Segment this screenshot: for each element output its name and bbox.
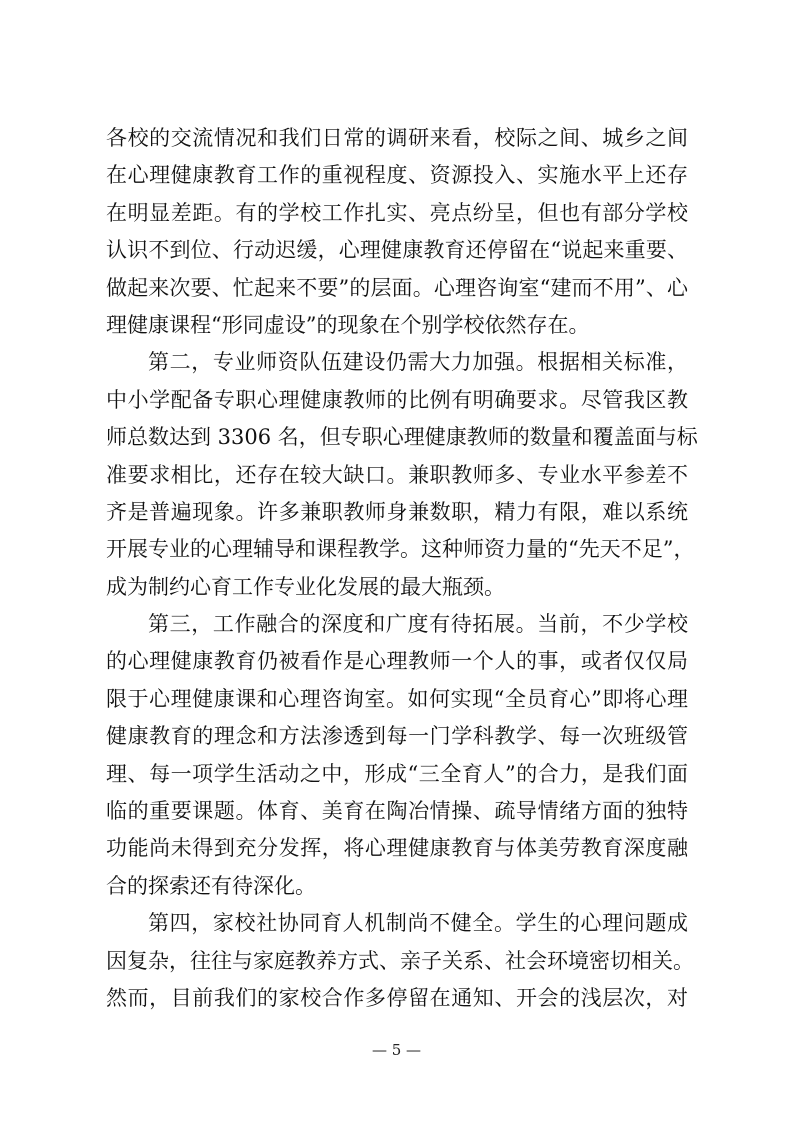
text-line: 功能尚未得到充分发挥，将心理健康教育与体美劳教育深度融 <box>106 836 688 861</box>
text-line: 的心理健康教育仍被看作是心理教师一个人的事，或者仅仅局 <box>106 649 688 674</box>
text-line: 限于心理健康课和心理咨询室。如何实现“全员育心”即将心理 <box>106 686 688 711</box>
paragraph-start-line: 第三，工作融合的深度和广度有待拓展。当前，不少学校 <box>148 612 688 637</box>
text-line: 理健康课程“形同虚设”的现象在个别学校依然存在。 <box>106 312 590 337</box>
text-line: 开展专业的心理辅导和课程教学。这种师资力量的“先天不足”， <box>106 537 695 562</box>
text-line: 健康教育的理念和方法渗透到每一门学科教学、每一次班级管 <box>106 724 688 749</box>
text-line: 合的探索还有待深化。 <box>106 873 316 898</box>
text-line: 齐是普遍现象。许多兼职教师身兼数职，精力有限，难以系统 <box>106 499 688 524</box>
text-line: 然而，目前我们的家校合作多停留在通知、开会的浅层次，对 <box>106 985 688 1010</box>
paragraph-start-line: 第四，家校社协同育人机制尚不健全。学生的心理问题成 <box>148 911 688 936</box>
paragraph-start-line: 第二，专业师资队伍建设仍需大力加强。根据相关标准， <box>148 350 688 375</box>
text-line: 师总数达到 3306 名，但专职心理健康教师的数量和覆盖面与标 <box>106 425 698 450</box>
text-line: 各校的交流情况和我们日常的调研来看，校际之间、城乡之间 <box>106 126 688 150</box>
text-line: 因复杂，往往与家庭教养方式、亲子关系、社会环境密切相关。 <box>106 948 694 973</box>
page-number: — 5 — <box>371 1041 422 1059</box>
text-line: 在心理健康教育工作的重视程度、资源投入、实施水平上还存 <box>106 163 688 188</box>
text-line: 认识不到位、行动迟缓，心理健康教育还停留在“说起来重要、 <box>106 238 688 263</box>
text-line: 理、每一项学生活动之中，形成“三全育人”的合力，是我们面 <box>106 761 688 786</box>
text-line: 做起来次要、忙起来不要”的层面。心理咨询室“建而不用”、心 <box>106 275 688 300</box>
text-line: 临的重要课题。体育、美育在陶冶情操、疏导情绪方面的独特 <box>106 799 688 824</box>
body-text <box>106 120 698 1017</box>
text-line: 中小学配备专职心理健康教师的比例有明确要求。尽管我区教 <box>106 387 688 412</box>
text-line: 成为制约心育工作专业化发展的最大瓶颈。 <box>106 574 505 599</box>
text-line: 在明显差距。有的学校工作扎实、亮点纷呈，但也有部分学校 <box>106 200 688 225</box>
text-line: 准要求相比，还存在较大缺口。兼职教师多、专业水平参差不 <box>106 462 688 487</box>
